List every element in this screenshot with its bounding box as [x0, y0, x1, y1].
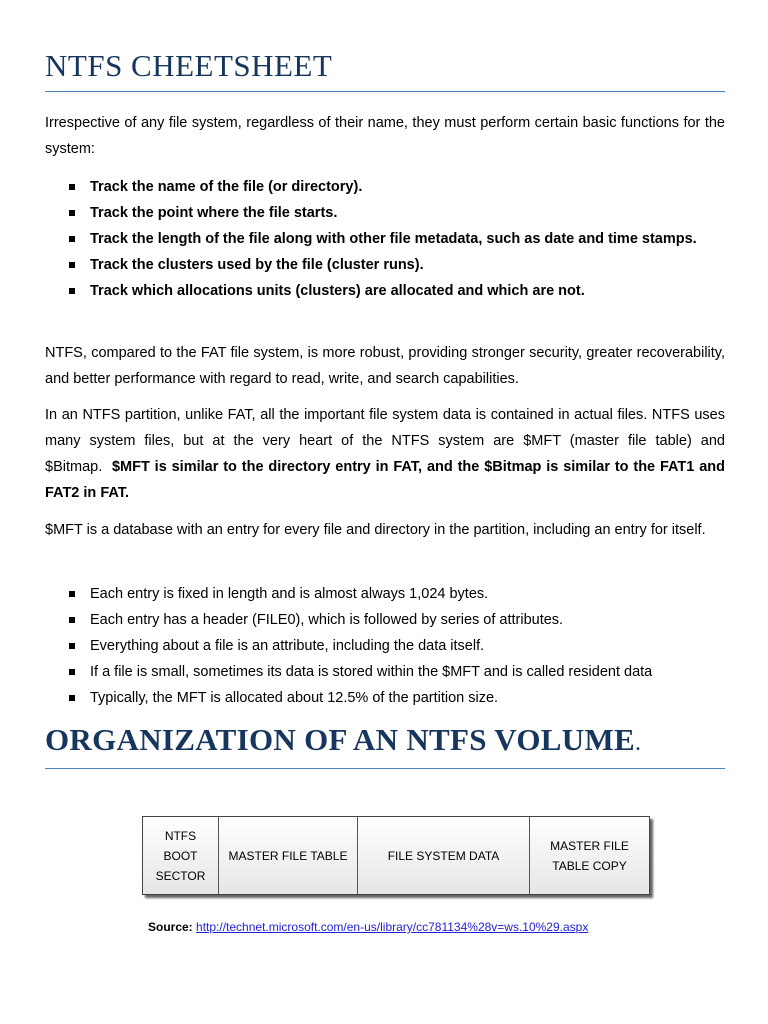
intro-paragraph: Irrespective of any file system, regardless of their name, they must perform certain basic functions for the system: — [45, 115, 725, 157]
partition-paragraph — [45, 402, 725, 506]
bullet-icon — [69, 236, 75, 242]
bullet-icon — [69, 591, 75, 597]
ntfs-volume-diagram — [142, 816, 650, 895]
bullet-icon — [69, 210, 75, 216]
title-rule — [45, 91, 725, 92]
list-item: Each entry has a header (FILE0), which is followed by series of attributes. — [45, 607, 725, 633]
section-heading: ORGANIZATION OF AN NTFS VOLUME. — [45, 722, 642, 757]
list-item: If a file is small, sometimes its data is stored within the $MFT and is called resident data — [45, 659, 725, 685]
ntfs-paragraph: NTFS, compared to the FAT file system, is more robust, providing stronger security, greater recoverability, and better performance with regard to read, write, and search capabilities. — [45, 345, 725, 387]
partition-text: In an NTFS partition, unlike FAT, all the important file system data is contained in actual files. NTFS uses many system files, but at the very heart of the NTFS system are $MFT (master file table) and $Bitmap. — [45, 407, 725, 475]
list-item: Each entry is fixed in length and is almost always 1,024 bytes. — [45, 581, 725, 607]
mft-copy-block: MASTER FILE TABLE COPY — [550, 838, 629, 873]
mft-points-list — [45, 581, 725, 711]
bullet-icon — [69, 617, 75, 623]
bullet-icon — [69, 184, 75, 190]
source-label: Source: — [148, 920, 193, 934]
list-item: Typically, the MFT is allocated about 12.5% of the partition size. — [45, 685, 725, 711]
bullet-icon — [69, 288, 75, 294]
bullet-icon — [69, 669, 75, 675]
page-title: NTFS CHEETSHEET — [45, 48, 333, 83]
list-item: Track the point where the file starts. — [45, 200, 725, 226]
master-file-table-block: MASTER FILE TABLE — [219, 817, 358, 894]
source-citation — [148, 920, 588, 934]
section-rule — [45, 768, 725, 769]
source-link[interactable]: http://technet.microsoft.com/en-us/library/cc781134%28v=ws.10%29.aspx — [196, 920, 589, 934]
list-item: Track the length of the file along with other file metadata, such as date and time stamps. — [45, 226, 725, 252]
list-item: Track which allocations units (clusters) are allocated and which are not. — [45, 278, 725, 304]
list-item: Everything about a file is an attribute, including the data itself. — [45, 633, 725, 659]
boot-sector-block: NTFS BOOT SECTOR — [143, 817, 219, 894]
file-system-data-block: FILE SYSTEM DATA — [358, 817, 530, 894]
bullet-icon — [69, 695, 75, 701]
list-item: Track the name of the file (or directory). — [45, 174, 725, 200]
mft-paragraph: $MFT is a database with an entry for every file and directory in the partition, including an entry for itself. — [45, 522, 706, 538]
list-item: Track the clusters used by the file (cluster runs). — [45, 252, 725, 278]
partition-bold-text: $MFT is similar to the directory entry in FAT, and the $Bitmap is similar to the FAT1 and FAT2 in FAT. — [45, 459, 725, 501]
bullet-icon — [69, 643, 75, 649]
bullet-icon — [69, 262, 75, 268]
functions-list — [45, 174, 725, 304]
